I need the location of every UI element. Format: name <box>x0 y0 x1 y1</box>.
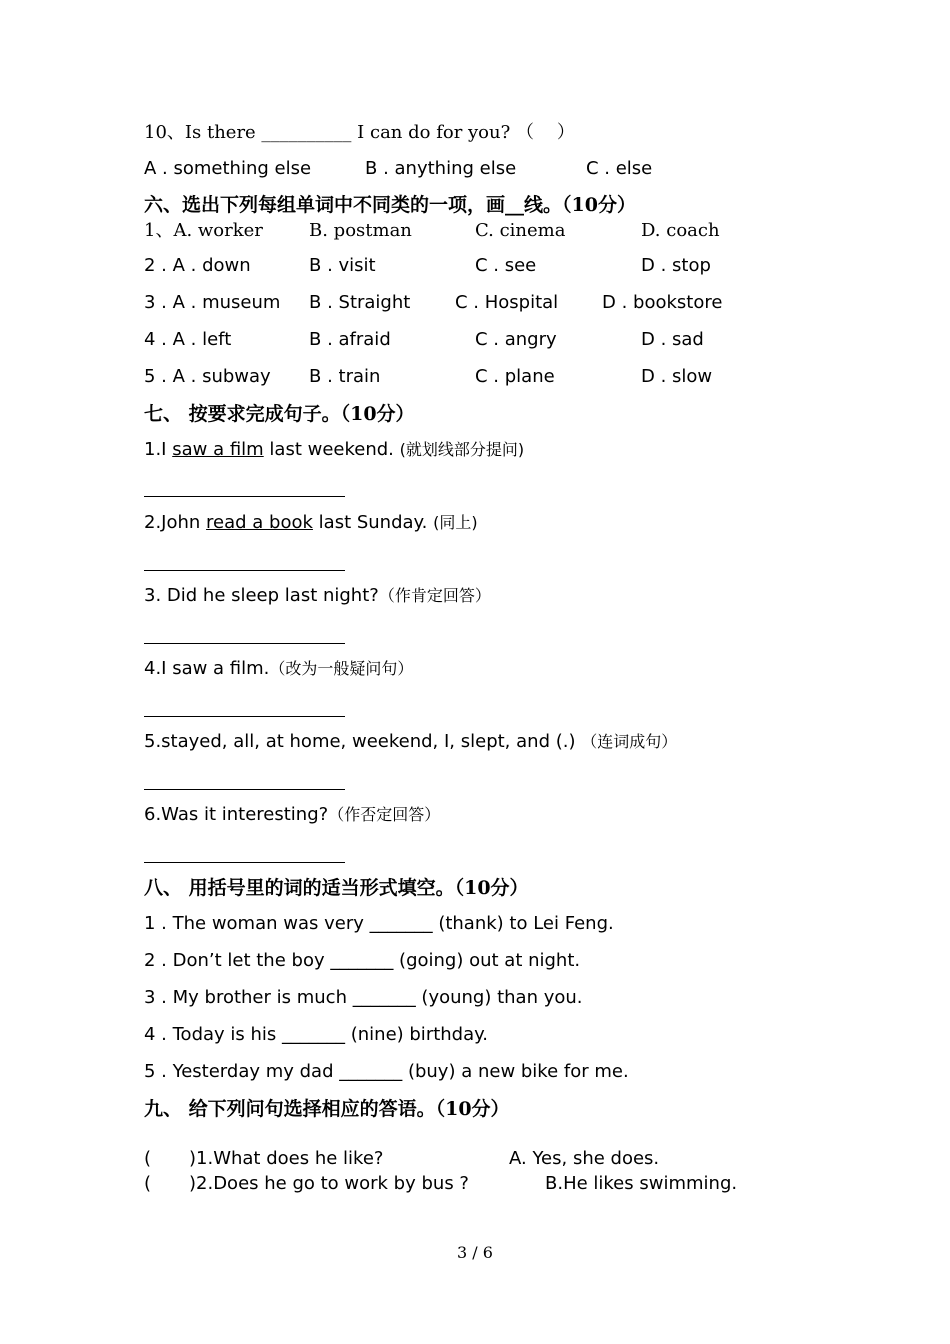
s7-q5-note: （连词成句） <box>581 732 678 751</box>
q10-option-a: A . something else <box>144 158 312 179</box>
q10-option-c: C . else <box>586 158 653 179</box>
s7-q4 <box>144 657 413 681</box>
s6-row2-a: 2 . A . down <box>144 255 251 276</box>
s6-row5-c: C . plane <box>475 366 555 387</box>
s6-row1-c: C. cinema <box>475 220 566 241</box>
s7-q2 <box>144 511 478 535</box>
s7-q3 <box>144 584 491 608</box>
s7-q3-text: 3. Did he sleep last night? <box>144 585 379 606</box>
s8-item-4: 4 . Today is his _______ (nine) birthday. <box>144 1024 488 1045</box>
answer-line-3 <box>144 643 345 644</box>
s6-row5-d: D . slow <box>641 366 713 387</box>
answer-line-1 <box>144 496 345 497</box>
s6-row5-b: B . train <box>309 366 381 387</box>
s7-q1-post: last weekend. <box>263 439 400 460</box>
s8-item-1: 1 . The woman was very _______ (thank) to Lei Feng. <box>144 913 614 934</box>
section8-title: 八、 用括号里的词的适当形式填空。（10分） <box>144 877 529 899</box>
s7-q2-pre: 2.John <box>144 512 207 533</box>
s7-q1-underlined: saw a film <box>172 439 264 460</box>
s6-row2-d: D . stop <box>641 255 711 276</box>
s6-row2-c: C . see <box>475 255 537 276</box>
section6-title: 六、选出下列每组单词中不同类的一项，画__线。（10分） <box>144 194 636 216</box>
s6-row4-b: B . afraid <box>309 329 391 350</box>
s6-row3-c: C . Hospital <box>455 292 559 313</box>
s9-row1-question: )1.What does he like? <box>189 1148 384 1169</box>
answer-line-2 <box>144 570 345 571</box>
s7-q1-note: (就划线部分提问) <box>399 440 525 459</box>
s6-row2-b: B . visit <box>309 255 376 276</box>
s6-row1-d: D. coach <box>641 220 720 241</box>
s6-row4-c: C . angry <box>475 329 557 350</box>
s7-q5 <box>144 730 677 754</box>
s9-row1-answer: A. Yes, she does. <box>509 1148 660 1169</box>
answer-line-6 <box>144 862 345 863</box>
s6-row1-b: B. postman <box>309 220 412 241</box>
s7-q6 <box>144 803 440 827</box>
s8-item-3: 3 . My brother is much _______ (young) than you. <box>144 987 583 1008</box>
s6-row3-b: B . Straight <box>309 292 411 313</box>
q10-question: 10、Is there __________ I can do for you? （ ） <box>144 122 575 143</box>
answer-line-5 <box>144 789 345 790</box>
section7-title: 七、 按要求完成句子。（10分） <box>144 403 415 425</box>
answer-line-4 <box>144 716 345 717</box>
s7-q1 <box>144 438 524 462</box>
s7-q1-pre: 1.I <box>144 439 173 460</box>
q10-option-b: B . anything else <box>365 158 517 179</box>
s7-q2-note: (同上) <box>433 513 478 532</box>
s9-row2-question: )2.Does he go to work by bus ? <box>189 1173 469 1194</box>
s6-row4-a: 4 . A . left <box>144 329 232 350</box>
s7-q5-text: 5.stayed, all, at home, weekend, I, slept, and (.) <box>144 731 582 752</box>
s9-row1-paren: ( <box>144 1148 152 1169</box>
s6-row3-d: D . bookstore <box>602 292 723 313</box>
s7-q2-post: last Sunday. <box>312 512 434 533</box>
s6-row4-d: D . sad <box>641 329 704 350</box>
s6-row3-a: 3 . A . museum <box>144 292 281 313</box>
s9-row2-answer: B.He likes swimming. <box>545 1173 738 1194</box>
page-number: 3 / 6 <box>457 1243 493 1262</box>
s7-q4-note: （改为一般疑问句） <box>269 659 414 678</box>
s7-q6-text: 6.Was it interesting? <box>144 804 329 825</box>
s6-row1-a: 1、A. worker <box>144 220 263 241</box>
s7-q3-note: （作肯定回答） <box>378 586 491 605</box>
s6-row5-a: 5 . A . subway <box>144 366 271 387</box>
s8-item-2: 2 . Don’t let the boy _______ (going) out at night. <box>144 950 581 971</box>
s7-q6-note: （作否定回答） <box>328 805 441 824</box>
s7-q4-text: 4.I saw a film. <box>144 658 270 679</box>
s7-q2-underlined: read a book <box>206 512 313 533</box>
section9-title: 九、 给下列问句选择相应的答语。（10分） <box>144 1098 510 1120</box>
s8-item-5: 5 . Yesterday my dad _______ (buy) a new bike for me. <box>144 1061 629 1082</box>
s9-row2-paren: ( <box>144 1173 152 1194</box>
